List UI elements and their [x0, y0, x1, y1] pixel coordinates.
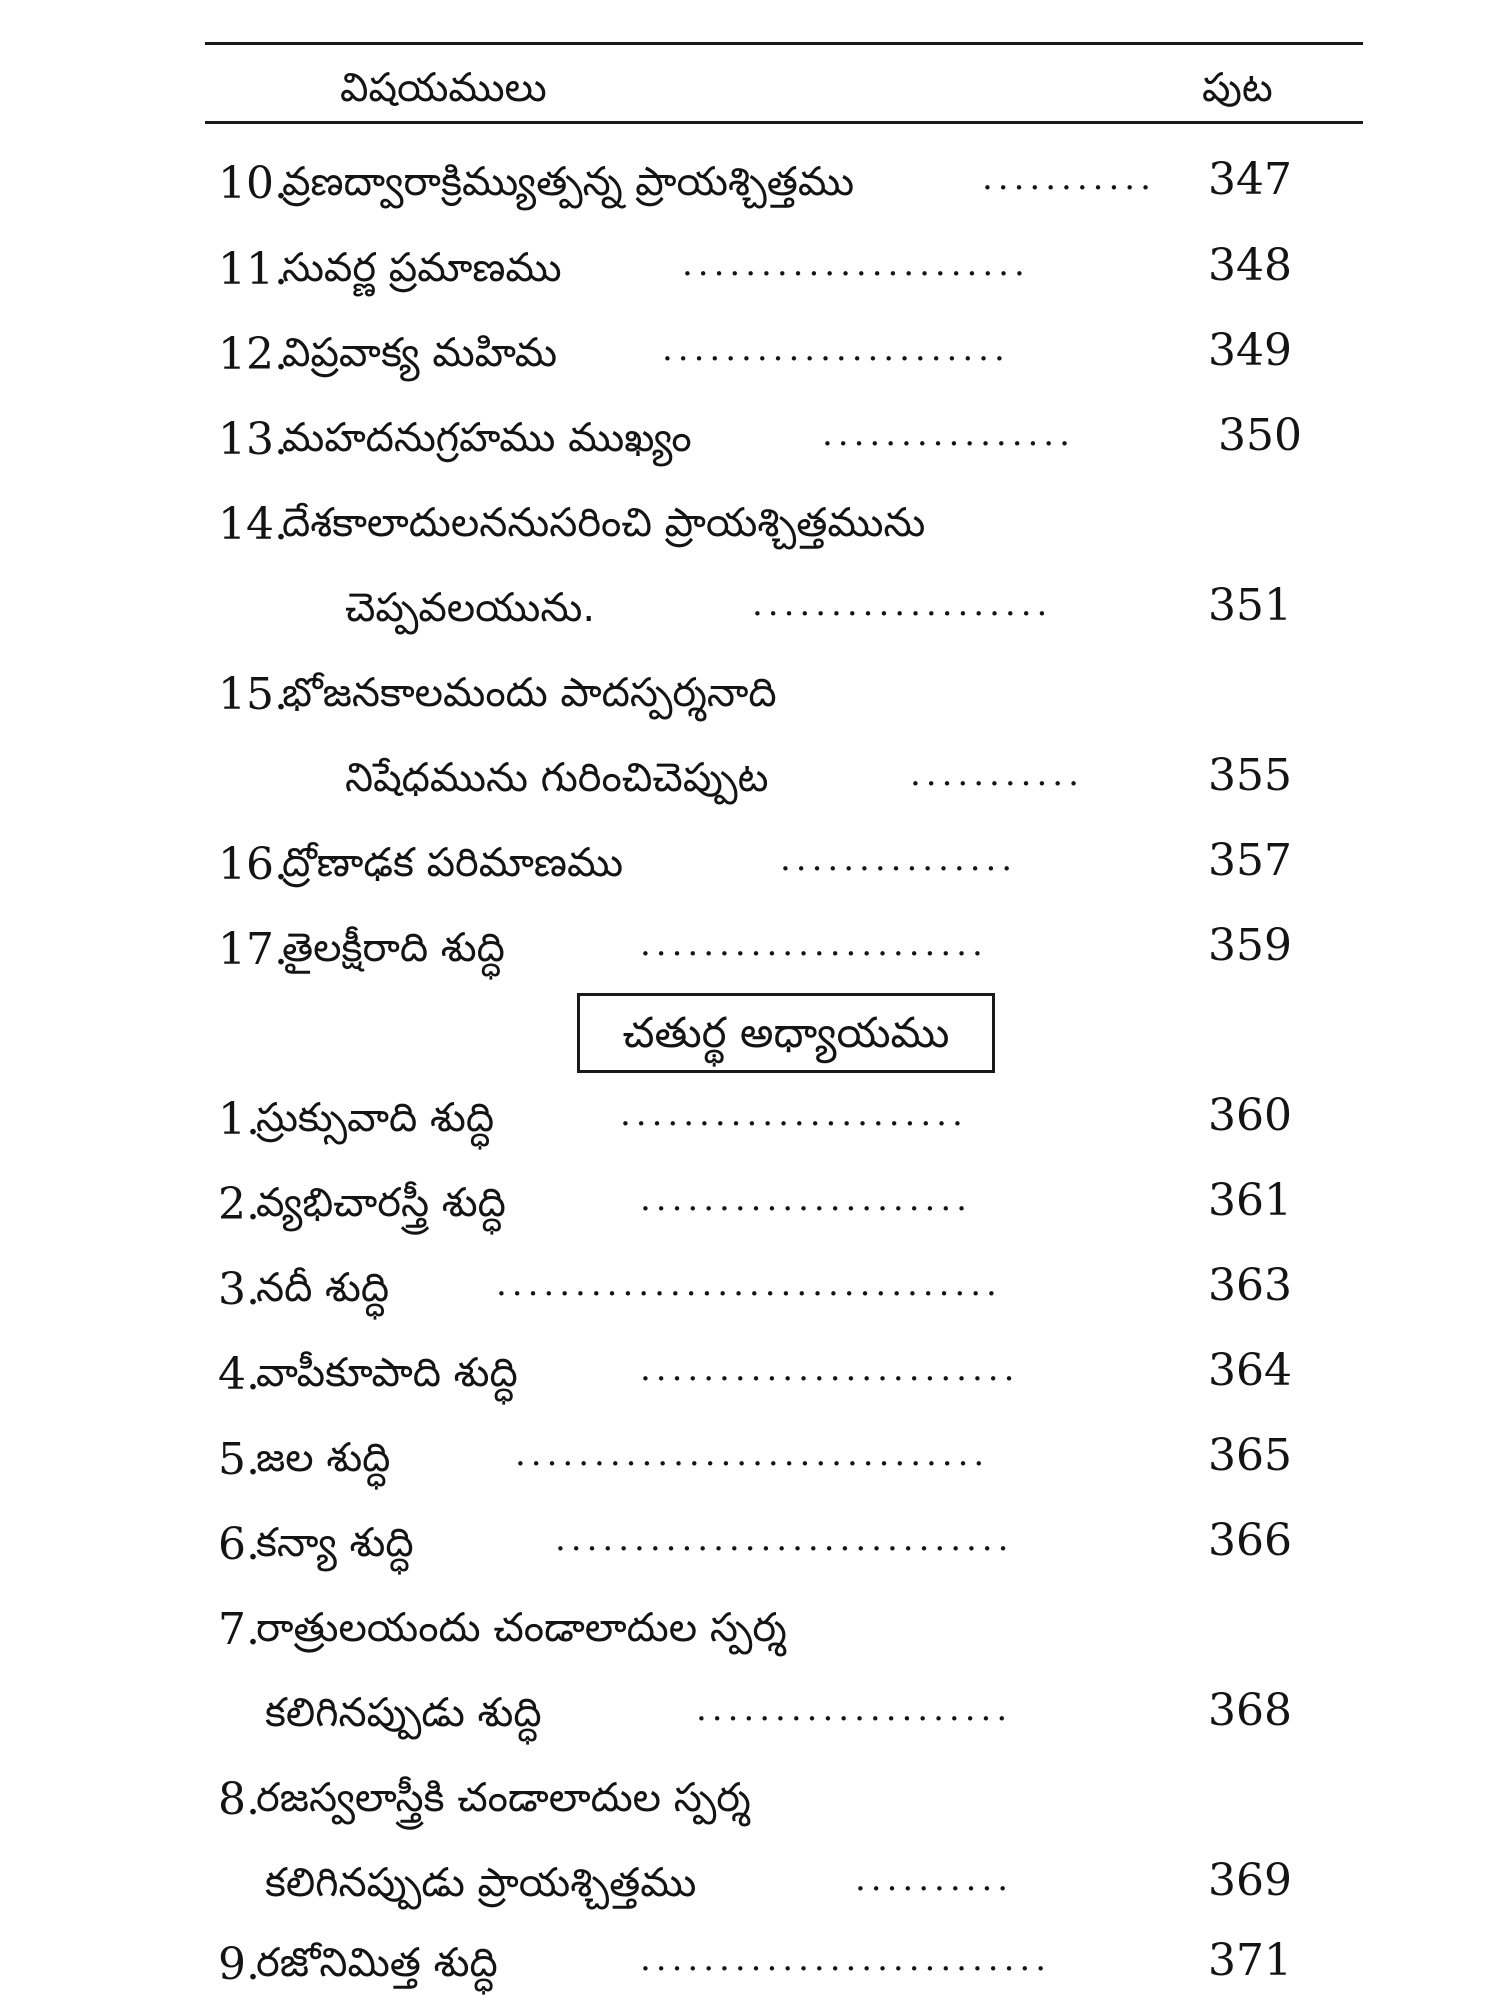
entry-page: 364: [1208, 1345, 1292, 1396]
entry-number: 13.: [218, 414, 288, 465]
entry-title: వ్రణద్వారాక్రిమ్యుత్పన్న ప్రాయశ్చిత్తము: [282, 159, 855, 205]
entry-page: 361: [1208, 1175, 1292, 1226]
topics-column-header: విషయములు: [340, 65, 547, 111]
entry-page: 366: [1208, 1515, 1292, 1566]
entry-number: 16.: [218, 839, 288, 890]
entry-title: దేశకాలాదులననుసరించి ప్రాయశ్చిత్తమును: [282, 500, 926, 546]
entry-number: 1.: [218, 1094, 260, 1145]
entry-page: 363: [1208, 1260, 1292, 1311]
dot-leader: ...................: [752, 584, 1053, 624]
dot-leader: ..........: [855, 1859, 1014, 1899]
toc-entry-continuation: [0, 577, 1500, 637]
entry-number: 8.: [218, 1774, 260, 1825]
entry-title: విప్రవాక్య మహిమ: [282, 330, 558, 376]
header-rule: [205, 121, 1363, 124]
toc-entry: [0, 407, 1500, 467]
entry-title: చెప్పవలయును.: [345, 585, 596, 631]
toc-entry-continuation: [0, 1852, 1500, 1912]
toc-entry-continuation: [0, 1682, 1500, 1742]
toc-entry: [0, 1767, 1500, 1827]
toc-entry: [0, 917, 1500, 977]
dot-leader: ................: [822, 414, 1075, 454]
entry-title: కలిగినప్పుడు శుద్ధి: [265, 1690, 542, 1736]
entry-page: 349: [1208, 325, 1292, 376]
page-column-header: పుట: [1202, 65, 1273, 111]
entry-page: 359: [1208, 920, 1292, 971]
entry-number: 10.: [218, 158, 288, 209]
entry-title: రాత్రులయందు చండాలాదుల స్పర్శ: [256, 1605, 787, 1651]
toc-entry: [0, 662, 1500, 722]
dot-leader: .....................: [640, 1179, 972, 1219]
entry-page: 368: [1208, 1685, 1292, 1736]
toc-entry: [0, 1087, 1500, 1147]
toc-entry: [0, 1932, 1500, 1992]
chapter-heading: చతుర్థ అధ్యాయము: [577, 993, 995, 1073]
entry-page: 369: [1208, 1855, 1292, 1906]
entry-title: వాపీకూపాది శుద్ధి: [256, 1350, 518, 1396]
toc-entry: [0, 151, 1500, 211]
dot-leader: ...............: [780, 839, 1018, 879]
entry-page: 355: [1208, 750, 1292, 801]
toc-entry: [0, 1597, 1500, 1657]
entry-page: 360: [1208, 1090, 1292, 1141]
entry-number: 12.: [218, 329, 288, 380]
entry-number: 6.: [218, 1519, 260, 1570]
entry-title: తైలక్షీరాది శుద్ధి: [282, 925, 505, 971]
dot-leader: .............................: [555, 1519, 1014, 1559]
toc-entry: [0, 1512, 1500, 1572]
entry-page: 351: [1208, 580, 1292, 631]
entry-number: 2.: [218, 1179, 260, 1230]
dot-leader: ......................: [640, 924, 988, 964]
entry-title: రజస్వలాస్త్రీకి చండాలాదుల స్పర్శ: [256, 1775, 751, 1821]
entry-number: 15.: [218, 669, 288, 720]
entry-page: 347: [1208, 154, 1292, 205]
entry-title: సువర్ణ ప్రమాణము: [282, 245, 562, 291]
entry-title: కలిగినప్పుడు ప్రాయశ్చిత్తము: [265, 1860, 697, 1906]
top-rule: [205, 42, 1363, 45]
entry-title: జల శుద్ధి: [256, 1435, 391, 1481]
dot-leader: ................................: [496, 1264, 1002, 1304]
entry-page: 371: [1208, 1935, 1292, 1986]
entry-title: వ్యభిచారస్త్రీ శుద్ధి: [256, 1180, 506, 1226]
entry-title: నిషేధమును గురించిచెప్పుట: [345, 755, 769, 801]
entry-page: 365: [1208, 1430, 1292, 1481]
entry-title: భోజనకాలమందు పాదస్పర్శనాది: [282, 670, 777, 716]
toc-entry-continuation: [0, 747, 1500, 807]
entry-page: 350: [1218, 410, 1302, 461]
dot-leader: ......................: [682, 244, 1030, 284]
entry-number: 11.: [218, 244, 288, 295]
dot-leader: ...........: [982, 158, 1156, 198]
toc-entry: [0, 1172, 1500, 1232]
toc-entry: [0, 492, 1500, 552]
entry-page: 357: [1208, 835, 1292, 886]
toc-entry: [0, 237, 1500, 297]
entry-title: కన్యా శుద్ధి: [256, 1520, 414, 1566]
entry-number: 9.: [218, 1939, 260, 1990]
entry-title: రజోనిమిత్త శుద్ధి: [256, 1940, 498, 1986]
entry-number: 7.: [218, 1604, 260, 1655]
toc-entry: [0, 1257, 1500, 1317]
toc-entry: [0, 832, 1500, 892]
dot-leader: ..............................: [515, 1434, 990, 1474]
dot-leader: ..........................: [640, 1939, 1051, 1979]
entry-page: 348: [1208, 240, 1292, 291]
entry-number: 5.: [218, 1434, 260, 1485]
dot-leader: ......................: [620, 1094, 968, 1134]
entry-title: నదీ శుద్ధి: [256, 1265, 390, 1311]
entry-title: ద్రోణాఢక పరిమాణము: [282, 840, 624, 886]
entry-title: స్రుక్సువాది శుద్ధి: [256, 1095, 495, 1141]
toc-entry: [0, 1427, 1500, 1487]
entry-number: 3.: [218, 1264, 260, 1315]
entry-number: 4.: [218, 1349, 260, 1400]
entry-number: 17.: [218, 924, 288, 975]
dot-leader: ...........: [910, 754, 1084, 794]
dot-leader: ......................: [662, 329, 1010, 369]
entry-title: మహదనుగ్రహము ముఖ్యం: [282, 415, 692, 461]
dot-leader: ........................: [640, 1349, 1020, 1389]
entry-number: 14.: [218, 499, 288, 550]
toc-entry: [0, 1342, 1500, 1402]
dot-leader: ....................: [696, 1689, 1013, 1729]
toc-entry: [0, 322, 1500, 382]
